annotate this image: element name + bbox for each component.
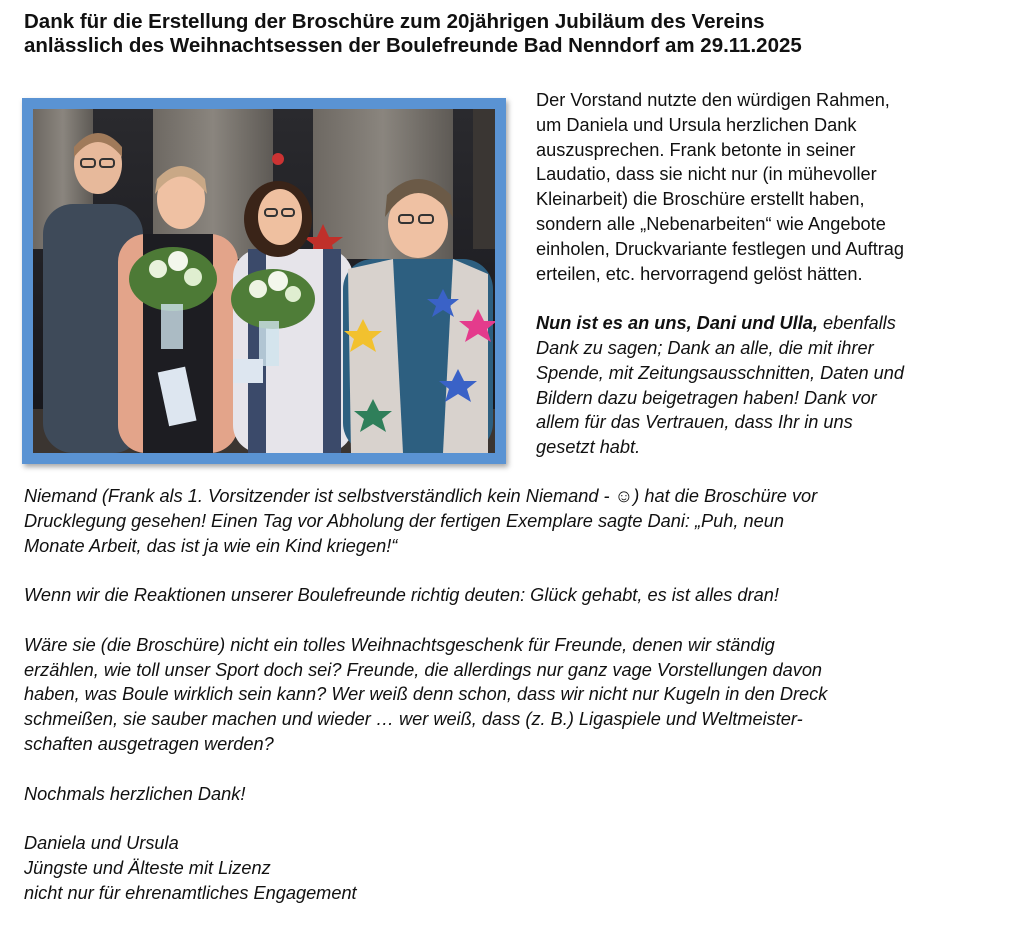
body-line: schaften ausgetragen werden? bbox=[24, 733, 274, 754]
signature-line: Daniela und Ursula bbox=[24, 833, 179, 854]
group-photo bbox=[22, 98, 506, 464]
side-p2-bold-phrase: Nun ist es an uns, Dani und Ulla, bbox=[536, 313, 818, 334]
side-p1-line: erteilen, etc. hervorragend gelöst hätten. bbox=[536, 263, 863, 284]
side-p2-line: gesetzt habt. bbox=[536, 437, 641, 458]
body-line: Wenn wir die Reaktionen unserer Boulefreunde richtig deuten: Glück gehabt, es ist alles dran! bbox=[24, 585, 779, 606]
side-text bbox=[536, 88, 996, 485]
side-p2-line: Bildern dazu beigetragen haben! Dank vor bbox=[536, 387, 877, 408]
signature-line: nicht nur für ehrenamtliches Engagement bbox=[24, 882, 357, 903]
body-line: erzählen, wie toll unser Sport doch sei? Freunde, die allerdings nur ganz vage Vorstellungen davon bbox=[24, 659, 823, 680]
side-p2-line: Dank zu sagen; Dank an alle, die mit ihrer bbox=[536, 337, 874, 358]
body-line: Nochmals herzlichen Dank! bbox=[24, 783, 246, 804]
side-p1-line: sondern alle „Nebenarbeiten“ wie Angebote bbox=[536, 213, 886, 234]
side-p1-line: auszusprechen. Frank betonte in seiner bbox=[536, 139, 856, 160]
side-paragraph-1 bbox=[536, 88, 996, 286]
body-line: Wäre sie (die Broschüre) nicht ein tolles Weihnachtsgeschenk für Freunde, denen wir ständig bbox=[24, 634, 775, 655]
body-line: haben, was Boule wirklich sein kann? Wer weiß denn schon, dass wir nicht nur Kugeln in den Dreck bbox=[24, 684, 828, 705]
side-p1-line: Laudatio, dass sie nicht nur (in mühevoller bbox=[536, 164, 877, 185]
body-paragraph-1 bbox=[24, 484, 1004, 558]
body-line: Monate Arbeit, das ist ja wie ein Kind kriegen!“ bbox=[24, 535, 398, 556]
body-paragraph-4 bbox=[24, 782, 1004, 807]
body-line: Drucklegung gesehen! Einen Tag vor Abholung der fertigen Exemplare sagte Dani: „Puh, neun bbox=[24, 510, 784, 531]
title-line-1: Dank für die Erstellung der Broschüre zum 20jährigen Jubiläum des Vereins bbox=[24, 10, 765, 33]
side-p1-line: um Daniela und Ursula herzlichen Dank bbox=[536, 114, 857, 135]
side-p2-line: Spende, mit Zeitungsausschnitten, Daten und bbox=[536, 362, 905, 383]
body-paragraph-3 bbox=[24, 633, 1004, 757]
side-p1-line: Der Vorstand nutzte den würdigen Rahmen, bbox=[536, 90, 890, 110]
side-p1-line: Kleinarbeit) die Broschüre erstellt haben, bbox=[536, 189, 865, 210]
side-p1-line: einholen, Druckvariante festlegen und Auftrag bbox=[536, 238, 905, 259]
signature-block bbox=[24, 831, 1004, 905]
side-p2-first-line bbox=[536, 311, 996, 336]
side-p2-line: allem für das Vertrauen, dass Ihr in uns bbox=[536, 412, 853, 433]
group-photo-image bbox=[33, 109, 495, 453]
side-p2-first-rest: ebenfalls bbox=[817, 313, 896, 334]
body-text bbox=[24, 484, 1004, 930]
body-line: Niemand (Frank als 1. Vorsitzender ist selbstverständlich kein Niemand - ☺) hat die Broschüre vor bbox=[24, 486, 818, 506]
body-line: schmeißen, sie sauber machen und wieder … wer weiß, dass (z. B.) Ligaspiele und Weltmeister- bbox=[24, 709, 803, 730]
signature-line: Jüngste und Älteste mit Lizenz bbox=[24, 857, 271, 878]
body-paragraph-2 bbox=[24, 583, 1004, 608]
document-title bbox=[24, 10, 1004, 58]
title-line-2: anlässlich des Weihnachtsessen der Boulefreunde Bad Nenndorf am 29.11.2025 bbox=[24, 34, 802, 57]
side-paragraph-2 bbox=[536, 311, 996, 460]
